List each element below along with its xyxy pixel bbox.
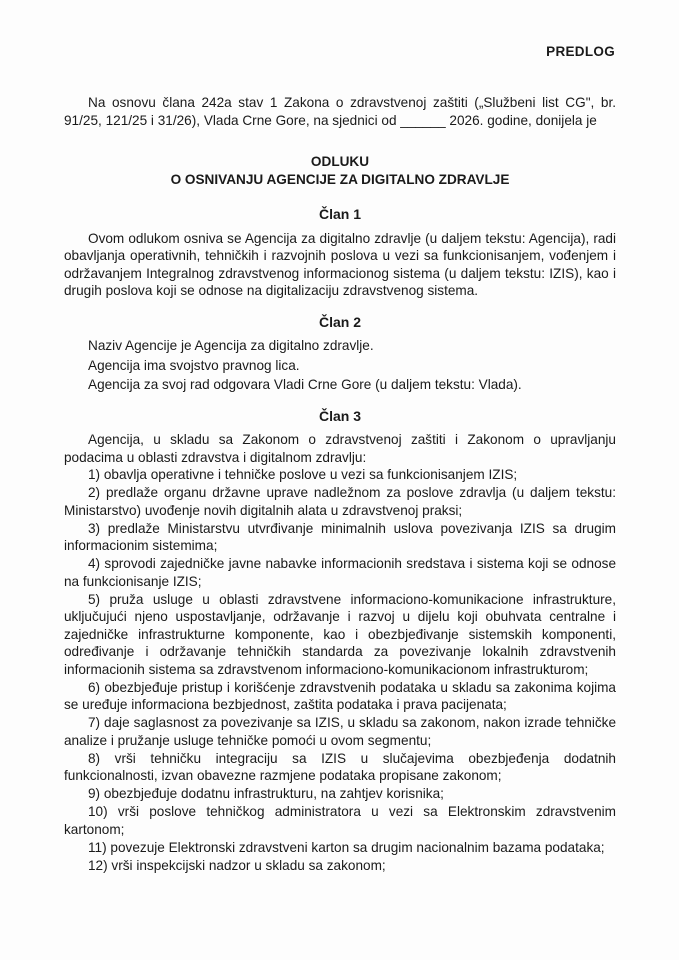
title-line-2: O OSNIVANJU AGENCIJE ZA DIGITALNO ZDRAVLJE xyxy=(170,171,510,187)
article-2-heading: Član 2 xyxy=(318,313,361,330)
article-3-heading: Član 3 xyxy=(318,407,361,424)
article-3-item: 3) predlaže Ministarstvu utvrđivanje minimalnih uslova povezivanja IZIS sa drugim informacionim sistemima; xyxy=(64,520,616,553)
article-3-item: 9) obezbjeđuje dodatnu infrastrukturu, na zahtjev korisnika; xyxy=(88,786,444,801)
article-3-intro: Agencija, u skladu sa Zakonom o zdravstvenoj zaštiti i Zakonom o upravljanju podacima u oblasti zdravstva i digitalnom zdravlju: xyxy=(64,432,616,465)
article-1-heading: Član 1 xyxy=(318,206,361,222)
article-2-line: Agencija ima svojstvo pravnog lica. xyxy=(88,357,300,373)
article-3-item: 4) sprovodi zajedničke javne nabavke informacionih sredstava i sistema koji se odnose na funkcionisanje IZIS; xyxy=(64,556,616,589)
article-2-line: Naziv Agencije je Agencija za digitalno zdravlje. xyxy=(88,338,374,353)
title-line-1: ODLUKU xyxy=(310,154,370,169)
article-3-item: 10) vrši poslove tehničkog administratora u vezi sa Elektronskim zdravstvenim kartonom; xyxy=(64,804,616,837)
article-3-item: 5) pruža usluge u oblasti zdravstvene informaciono-komunikacione infrastrukture, uključujući njeno uspostavljanje, održavanje i razvoj u dijelu koji obuhvata centralne i zajedničke infrastrukturne komponente, kao i obezbjeđivanje sistemskih komponenti, određivanje i održavanje tehničkih standarda za povezivanje lokalnih zdravstvenih informacionih sistema sa zdravstvenom informaciono-komunikacionom infrastrukturom; xyxy=(64,591,616,677)
article-3-item: 1) obavlja operativne i tehničke poslove u vezi sa funkcionisanjem IZIS; xyxy=(88,467,518,482)
article-1-text: Ovom odlukom osniva se Agencija za digitalno zdravlje (u daljem tekstu: Agencija), radi obavljanja operativnih, tehničkih i razvojnih poslova u vezi sa funkcionisanjem, vođenjem i održavanjem Integralnog zdravstvenog informacionog sistema (u daljem tekstu: IZIS), kao i drugih poslova koji se odnose na digitalizaciju zdravstvenog sistema. xyxy=(64,230,616,298)
article-3-item: 6) obezbjeđuje pristup i korišćenje zdravstvenih podataka u skladu sa zakonima kojima se uređuje informaciona bezbjednost, zaštita podataka i prava pacijenata; xyxy=(64,679,616,712)
article-3-item: 7) daje saglasnost za povezivanje sa IZIS, u skladu sa zakonom, nakon izrade tehničke analize i pružanje usluge tehničke pomoći u ovom segmentu; xyxy=(64,715,616,748)
article-2-line: Agencija za svoj rad odgovara Vladi Crne Gore (u daljem tekstu: Vlada). xyxy=(88,377,522,392)
preamble-paragraph: Na osnovu člana 242a stav 1 Zakona o zdravstvenoj zaštiti („Službeni list CG", br. 91/25, 121/25 i 31/26), Vlada Crne Gore, na sjednici od ______ 2026. godine, donijela je xyxy=(64,95,616,128)
article-3-item: 12) vrši inspekcijski nadzor u skladu sa zakonom; xyxy=(88,857,386,873)
article-3-item: 8) vrši tehničku integraciju sa IZIS u slučajevima obezbjeđenja dodatnih funkcionalnosti, izvan obavezne razmjene podataka propisane zakonom; xyxy=(64,750,616,783)
decision-title xyxy=(64,153,616,188)
document-body xyxy=(64,94,616,875)
article-3-item: 2) predlaže organu državne uprave nadležnom za poslove zdravlja (u daljem tekstu: Ministarstvo) uvođenje novih digitalnih alata u zdravstvenoj praksi; xyxy=(64,485,616,518)
article-3-item: 11) povezuje Elektronski zdravstveni karton sa drugim nacionalnim bazama podataka; xyxy=(88,839,605,855)
proposal-label: PREDLOG xyxy=(546,44,615,59)
